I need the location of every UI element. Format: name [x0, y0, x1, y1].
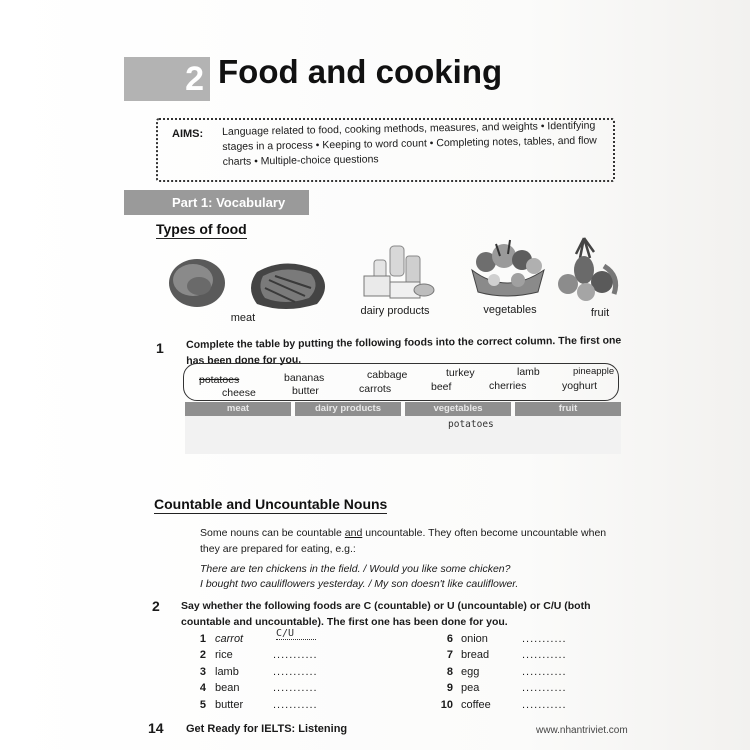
- food-table-body: [185, 416, 621, 454]
- item-word-bean: bean: [215, 682, 240, 694]
- item-word-bread: bread: [461, 649, 490, 661]
- meat-label: meat: [230, 312, 256, 324]
- vegetables-label: vegetables: [483, 304, 537, 316]
- fruit-bowl-icon: [554, 236, 626, 306]
- word-butter: butter: [292, 385, 319, 397]
- word-carrots: carrots: [359, 383, 392, 395]
- item-number: 1: [199, 633, 206, 645]
- table-answer-potatoes: potatoes: [448, 419, 494, 430]
- item-word-carrot: carrot: [215, 633, 244, 645]
- countable-example-1: There are ten chickens in the field. / Would you like some chicken?: [200, 563, 511, 575]
- countable-paragraph: [200, 525, 615, 557]
- item-word-egg: egg: [461, 666, 480, 678]
- item-answer-blank[interactable]: ...........: [273, 699, 318, 711]
- countable-heading: Countable and Uncountable Nouns: [154, 496, 388, 512]
- item-word-rice: rice: [215, 649, 233, 661]
- food-table-header: [185, 402, 621, 416]
- countable-text-and: and: [344, 527, 363, 539]
- item-answer-blank[interactable]: ...........: [522, 633, 567, 645]
- item-number: 6: [446, 633, 453, 645]
- dairy-icon: [356, 242, 436, 304]
- column-vegetables: vegetables: [405, 402, 511, 416]
- item-number: 9: [446, 682, 453, 694]
- item-word-coffee: coffee: [461, 699, 491, 711]
- item-answer-blank[interactable]: ...........: [522, 699, 567, 711]
- word-cheese: cheese: [222, 387, 256, 399]
- countable-example-2: I bought two cauliflowers yesterday. / My son doesn't like cauliflower.: [200, 578, 519, 590]
- item-number: 2: [199, 649, 206, 661]
- word-beef: beef: [431, 381, 452, 393]
- word-pineapple: pineapple: [573, 366, 615, 377]
- countable-text-before: Some nouns can be countable: [200, 527, 345, 539]
- exercise-1-instruction: Complete the table by putting the following foods into the correct column. The first one has been done for you.: [186, 334, 622, 367]
- word-turkey: turkey: [446, 367, 475, 379]
- vegetable-basket-icon: [466, 236, 548, 298]
- item-word-pea: pea: [461, 682, 480, 694]
- dairy-label: dairy products: [360, 305, 430, 317]
- countable-text-after: uncountable. They often become uncountable when they are prepared for eating, e.g.:: [200, 527, 607, 555]
- item-answer-example: C/U: [276, 628, 316, 640]
- item-word-butter: butter: [215, 699, 244, 711]
- item-number: 4: [199, 682, 206, 694]
- book-title: Get Ready for IELTS: Listening: [186, 723, 348, 735]
- item-number: 5: [199, 699, 206, 711]
- word-bananas: bananas: [284, 372, 325, 384]
- item-answer-blank[interactable]: ...........: [273, 682, 318, 694]
- page-number: 14: [148, 720, 164, 736]
- item-answer-blank[interactable]: ...........: [273, 666, 318, 678]
- word-cabbage: cabbage: [367, 369, 408, 381]
- item-answer-blank[interactable]: ...........: [522, 649, 567, 661]
- item-answer-blank[interactable]: ...........: [522, 682, 567, 694]
- publisher-url[interactable]: www.nhantriviet.com: [536, 725, 628, 736]
- column-dairy: dairy products: [295, 402, 401, 416]
- item-answer-blank[interactable]: ...........: [273, 649, 318, 661]
- chapter-number: 2: [185, 60, 204, 98]
- item-number: 7: [446, 649, 453, 661]
- fruit-label: fruit: [590, 307, 610, 319]
- exercise-2-instruction: Say whether the following foods are C (countable) or U (uncountable) or C/U (both countable and uncountable). The first one has been done for you.: [181, 600, 591, 628]
- chapter-title: Food and cooking: [218, 53, 503, 90]
- word-potatoes: potatoes: [199, 374, 240, 386]
- aims-text: Language related to food, cooking methods, measures, and weights • Identifying stages in a process • Keeping to word count • Completing notes, tables, and flow charts • Multiple-choice questions: [222, 119, 597, 168]
- item-word-onion: onion: [461, 633, 488, 645]
- types-of-food-heading: Types of food: [156, 221, 247, 237]
- aims-label: AIMS:: [172, 128, 204, 140]
- word-cherries: cherries: [489, 380, 527, 392]
- column-fruit: fruit: [515, 402, 621, 416]
- word-lamb: lamb: [517, 366, 540, 378]
- item-answer-blank[interactable]: ...........: [522, 666, 567, 678]
- word-yoghurt: yoghurt: [562, 380, 598, 392]
- exercise-1-number: 1: [156, 340, 164, 356]
- item-number: 10: [440, 699, 453, 711]
- item-number: 8: [446, 666, 453, 678]
- item-number: 3: [199, 666, 206, 678]
- item-word-lamb: lamb: [215, 666, 239, 678]
- part-heading: Part 1: Vocabulary: [172, 195, 286, 210]
- column-meat: meat: [185, 402, 291, 416]
- raw-meat-icon: [165, 252, 335, 314]
- exercise-2-number: 2: [152, 598, 160, 614]
